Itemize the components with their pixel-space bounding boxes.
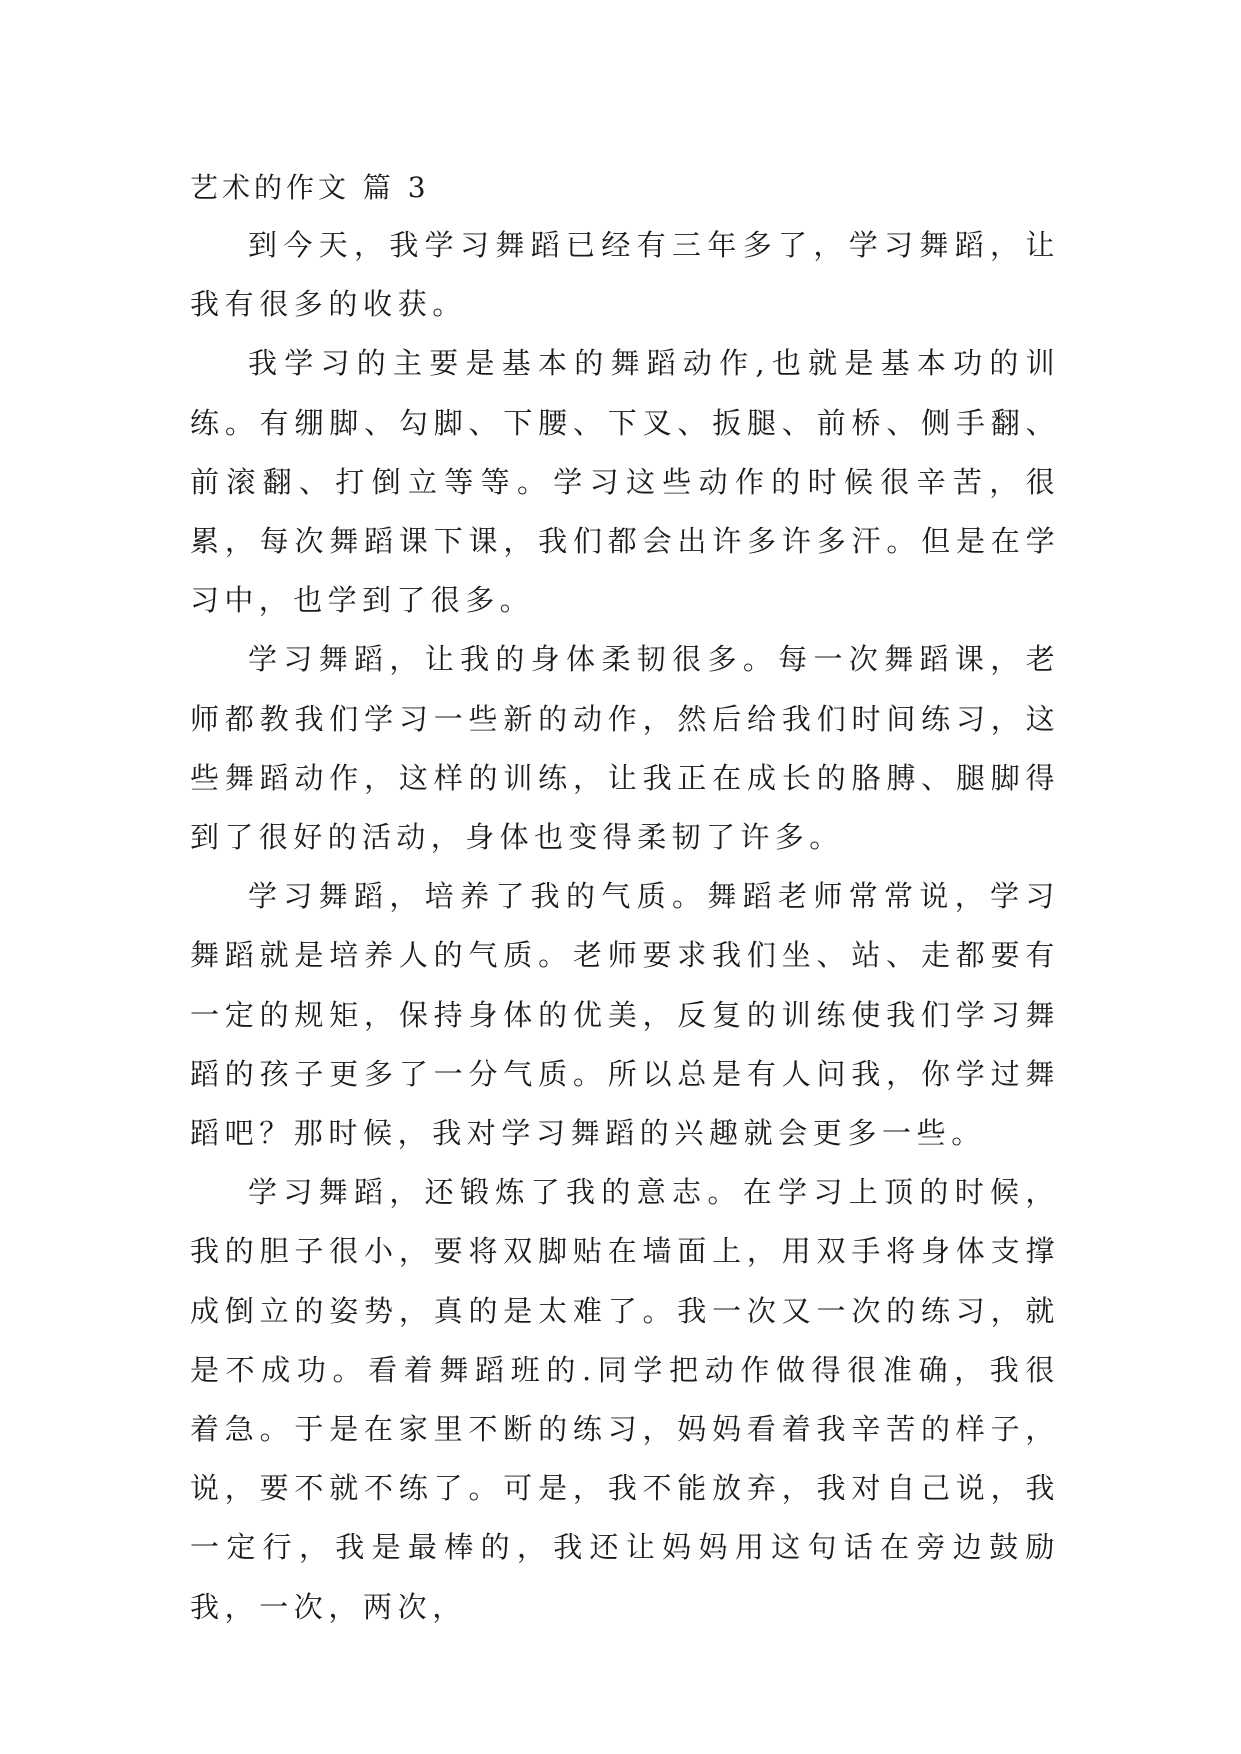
paragraph-4: 学习舞蹈，培养了我的气质。舞蹈老师常常说，学习舞蹈就是培养人的气质。老师要求我们坐、站、走都要有一定的规矩，保持身体的优美，反复的训练使我们学习舞蹈的孩子更多了一分气质。所以总是有人问我，你学过舞蹈吧？那时候，我对学习舞蹈的兴趣就会更多一些。 [190,879,1060,1151]
essay-title: 艺术的作文 篇 3 [190,171,430,204]
paragraph-3: 学习舞蹈，让我的身体柔韧很多。每一次舞蹈课，老师都教我们学习一些新的动作，然后给我们时间练习，这些舞蹈动作，这样的训练，让我正在成长的胳膊、腿脚得到了很好的活动，身体也变得柔韧了许多。 [190,642,1060,855]
document-body [190,160,1060,1637]
paragraph-5: 学习舞蹈，还锻炼了我的意志。在学习上顶的时候，我的胆子很小，要将双脚贴在墙面上，用双手将身体支撑成倒立的姿势，真的是太难了。我一次又一次的练习，就是不成功。看着舞蹈班的.同学把动作做得很准确，我很着急。于是在家里不断的练习，妈妈看着我辛苦的样子，说，要不就不练了。可是，我不能放弃，我对自己说，我一定行，我是最棒的，我还让妈妈用这句话在旁边鼓励我，一次，两次， [190,1175,1060,1624]
paragraph-2: 我学习的主要是基本的舞蹈动作,也就是基本功的训练。有绷脚、勾脚、下腰、下叉、扳腿、前桥、侧手翻、前滚翻、打倒立等等。学习这些动作的时候很辛苦，很累，每次舞蹈课下课，我们都会出许多许多汗。但是在学习中，也学到了很多。 [190,346,1060,618]
paragraph-1: 到今天，我学习舞蹈已经有三年多了，学习舞蹈，让我有很多的收获。 [190,228,1060,322]
